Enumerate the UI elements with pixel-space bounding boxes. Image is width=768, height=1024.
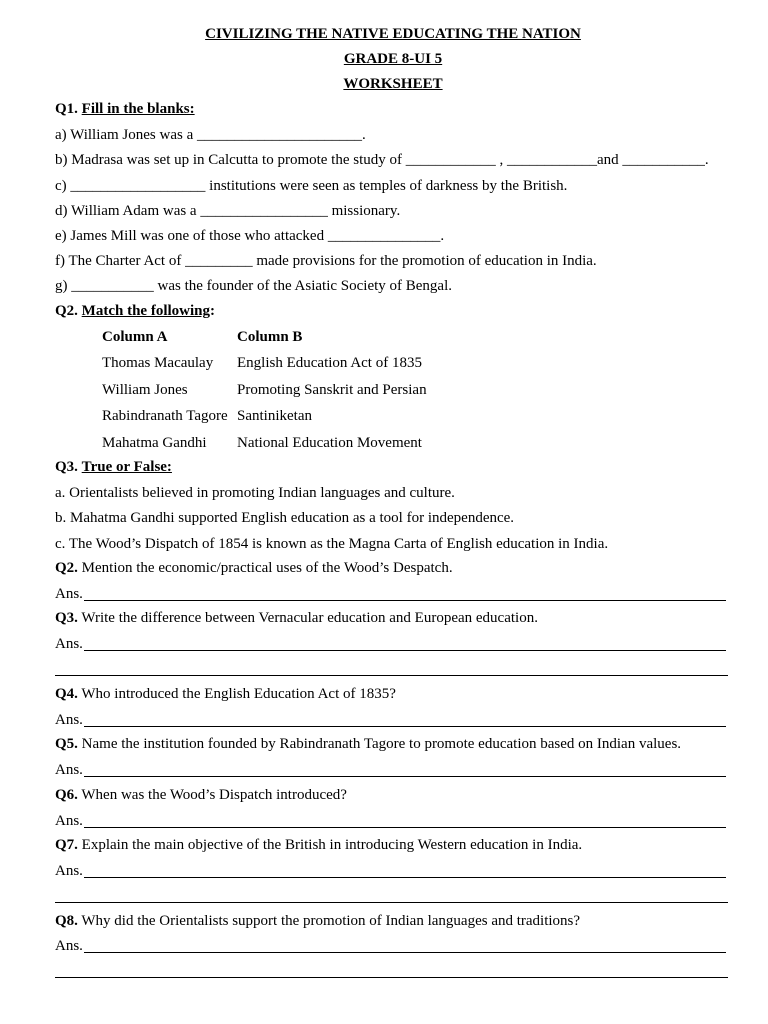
worksheet-subtitle: WORKSHEET	[343, 76, 443, 92]
fill-blank-f: f) The Charter Act of _________ made provisions for the promotion of education in India.	[55, 253, 597, 269]
question-number: Q8.	[55, 913, 78, 929]
answer-line[interactable]	[84, 600, 726, 601]
question-number: Q2.	[55, 560, 78, 576]
q3-tf-number: Q3.	[55, 459, 78, 475]
question-number: Q7.	[55, 837, 78, 853]
match-row-b: Santiniketan	[237, 408, 312, 424]
question-line	[55, 559, 453, 577]
question-line	[55, 609, 538, 627]
q3-tf-heading	[55, 458, 172, 476]
answer-line[interactable]	[84, 952, 726, 953]
q1-heading	[55, 100, 195, 118]
ans-label: Ans.	[55, 762, 83, 778]
ans-label: Ans.	[55, 863, 83, 879]
question-line	[55, 735, 681, 753]
question-number: Q3.	[55, 610, 78, 626]
question-text: When was the Wood’s Dispatch introduced?	[77, 787, 347, 803]
true-false-a: a. Orientalists believed in promoting Indian languages and culture.	[55, 485, 455, 501]
match-row-b: Promoting Sanskrit and Persian	[237, 382, 427, 398]
ans-label: Ans.	[55, 813, 83, 829]
fill-blank-g: g) ___________ was the founder of the Asiatic Society of Bengal.	[55, 278, 453, 294]
match-row-b: English Education Act of 1835	[237, 355, 422, 371]
question-line	[55, 836, 582, 854]
question-line	[55, 912, 580, 930]
fill-blank-b: b) Madrasa was set up in Calcutta to promote the study of ____________ , ____________and ___________.	[55, 152, 709, 168]
answer-line[interactable]	[84, 776, 726, 777]
fill-blank-e: e) James Mill was one of those who attacked _______________.	[55, 228, 445, 244]
question-number: Q4.	[55, 686, 78, 702]
match-row-b: National Education Movement	[237, 435, 422, 451]
match-row-a: William Jones	[102, 382, 188, 398]
answer-line[interactable]	[55, 977, 728, 978]
answer-line[interactable]	[55, 675, 728, 676]
fill-blank-d: d) William Adam was a _________________ missionary.	[55, 203, 401, 219]
question-number: Q5.	[55, 736, 78, 752]
question-text: Write the difference between Vernacular education and European education.	[77, 610, 538, 626]
question-line	[55, 685, 396, 703]
answer-line[interactable]	[84, 827, 726, 828]
worksheet-title: CIVILIZING THE NATIVE EDUCATING THE NATION	[205, 26, 581, 42]
question-line	[55, 786, 347, 804]
question-text: Explain the main objective of the British in introducing Western education in India.	[77, 837, 583, 853]
q2-match-heading	[55, 302, 215, 320]
ans-label: Ans.	[55, 586, 83, 602]
grade-label: GRADE 8-UI 5	[343, 51, 443, 67]
column-b-header: Column B	[237, 329, 303, 345]
question-text: Name the institution founded by Rabindranath Tagore to promote education based on Indian values.	[77, 736, 682, 752]
question-text: Why did the Orientalists support the promotion of Indian languages and traditions?	[77, 913, 581, 929]
answer-line[interactable]	[84, 877, 726, 878]
ans-label: Ans.	[55, 636, 83, 652]
q2-match-colon: :	[210, 303, 215, 319]
answer-line[interactable]	[84, 726, 726, 727]
q3-tf-title: True or False:	[81, 459, 172, 475]
match-row-a: Thomas Macaulay	[102, 355, 214, 371]
answer-line[interactable]	[55, 902, 728, 903]
answer-line[interactable]	[84, 650, 726, 651]
fill-blank-c: c) __________________ institutions were seen as temples of darkness by the British.	[55, 178, 568, 194]
question-number: Q6.	[55, 787, 78, 803]
ans-label: Ans.	[55, 712, 83, 728]
column-a-header: Column A	[102, 329, 168, 345]
q1-number: Q1.	[55, 101, 78, 117]
true-false-c: c. The Wood’s Dispatch of 1854 is known as the Magna Carta of English education in India.	[55, 536, 609, 552]
match-row-a: Rabindranath Tagore	[102, 408, 228, 424]
question-text: Mention the economic/practical uses of the Wood’s Despatch.	[77, 560, 453, 576]
ans-label: Ans.	[55, 938, 83, 954]
q2-match-title: Match the following	[81, 303, 210, 319]
q1-title: Fill in the blanks:	[81, 101, 195, 117]
fill-blank-a: a) William Jones was a ______________________.	[55, 127, 366, 143]
q2-match-number: Q2.	[55, 303, 78, 319]
match-row-a: Mahatma Gandhi	[102, 435, 207, 451]
true-false-b: b. Mahatma Gandhi supported English education as a tool for independence.	[55, 510, 515, 526]
question-text: Who introduced the English Education Act of 1835?	[77, 686, 396, 702]
